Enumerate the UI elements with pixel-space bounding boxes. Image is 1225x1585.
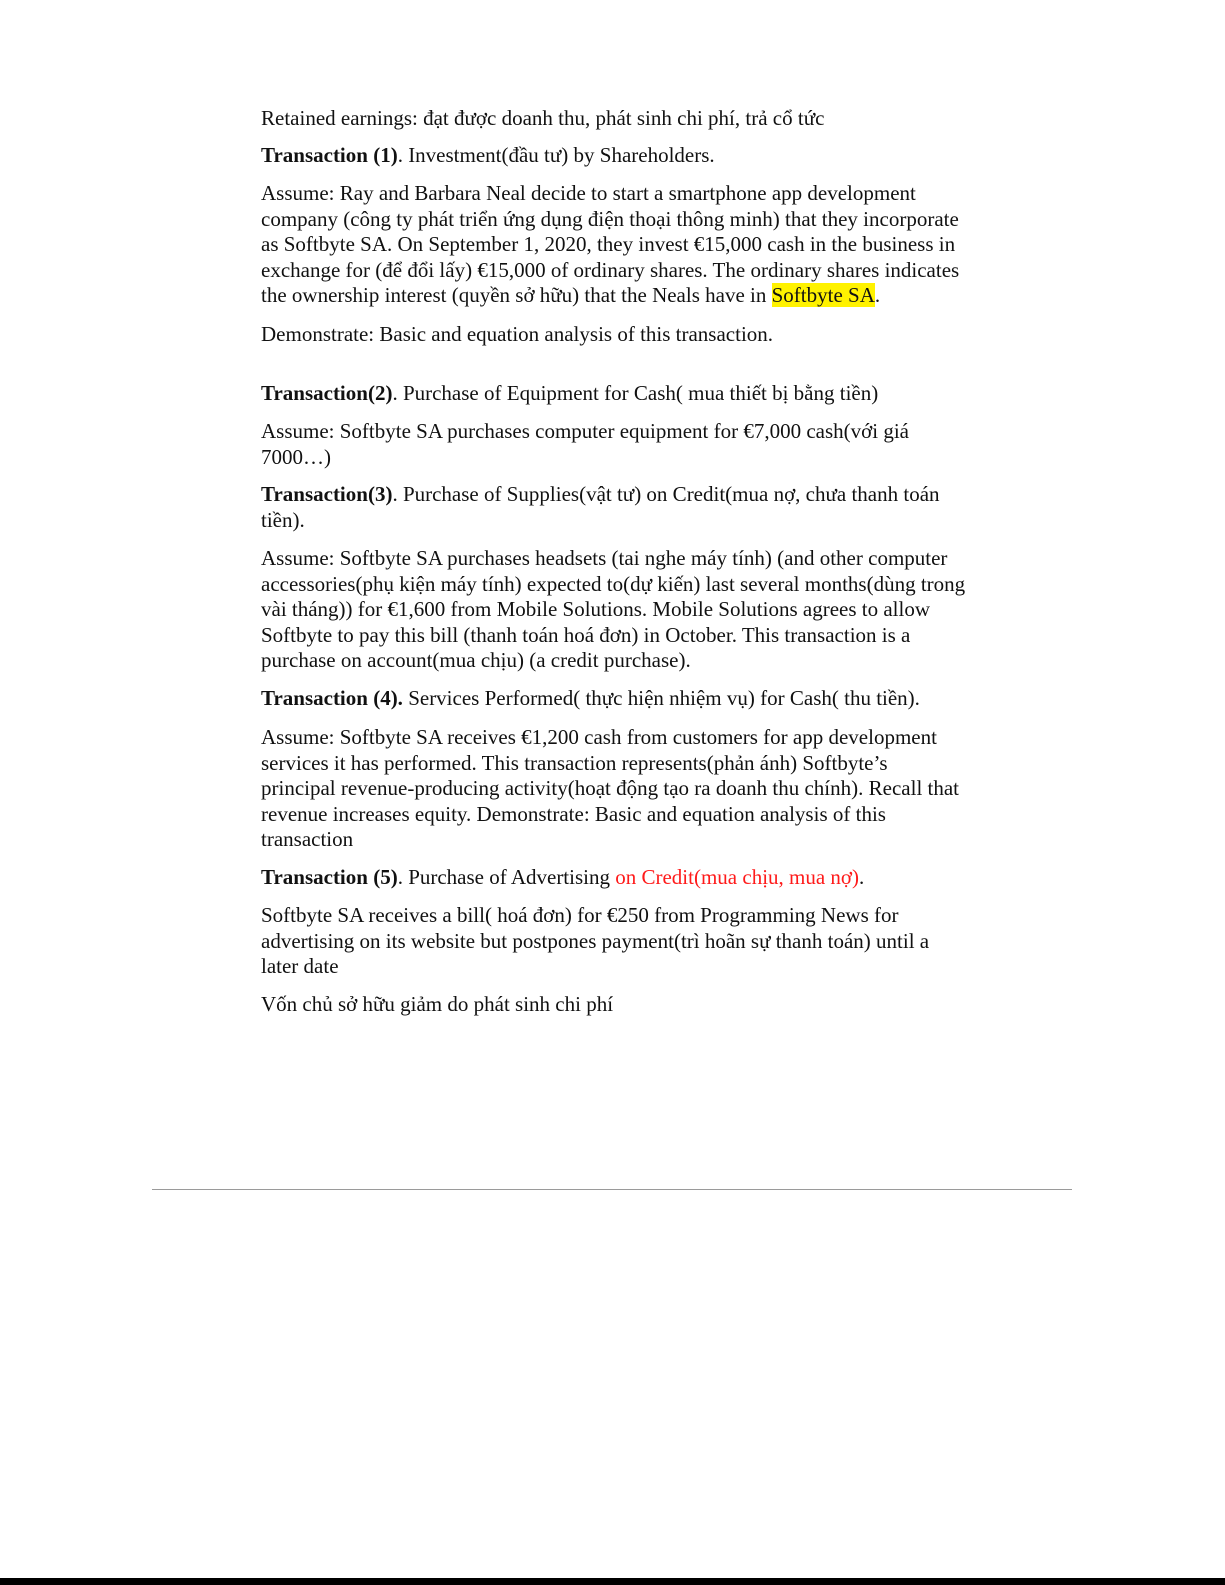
bottom-edge-bar xyxy=(0,1578,1225,1585)
transaction-1-label: Transaction (1) xyxy=(261,143,398,167)
transaction-2-assumption: Assume: Softbyte SA purchases computer equipment for €7,000 cash(với giá 7000…) xyxy=(261,419,909,469)
transaction-1-heading xyxy=(261,143,966,169)
transaction-3-heading xyxy=(261,482,966,533)
transaction-2-heading xyxy=(261,381,966,407)
transaction-5-text: Softbyte SA receives a bill( hoá đơn) for €250 from Programming News for advertising on its website but postpones payment(trì hoãn sự thanh toán) until a later date xyxy=(261,903,930,978)
transaction-2-label: Transaction(2) xyxy=(261,381,393,405)
transaction-5-heading-end: . xyxy=(859,865,865,889)
transaction-5-label: Transaction (5) xyxy=(261,865,398,889)
transaction-4-title: Services Performed( thực hiện nhiệm vụ) for Cash( thu tiền). xyxy=(402,686,920,710)
transaction-3-title: . Purchase of Supplies(vật tư) on Credit(mua nợ, chưa thanh toán tiền). xyxy=(261,482,940,532)
on-credit-red-text: on Credit(mua chịu, mua nợ) xyxy=(615,865,860,889)
transaction-5-heading xyxy=(261,865,966,891)
transaction-3-assumption: Assume: Softbyte SA purchases headsets (tai nghe máy tính) (and other computer accessories(phụ kiện máy tính) expected to(dự kiến) last several months(dùng trong vài tháng)) for €1,600 from Mobile Solutions. Mobile Solutions agrees to allow Softbyte to pay this bill (thanh toán hoá đơn) in October. This transaction is a purchase on account(mua chịu) (a credit purchase). xyxy=(261,546,966,672)
transaction-1-assumption xyxy=(261,181,966,309)
highlighted-company-name: Softbyte SA xyxy=(771,283,875,307)
transaction-4-label: Transaction (4). xyxy=(261,686,403,710)
transaction-1-assumption-end: . xyxy=(874,283,881,307)
transaction-5-title: . Purchase of Advertising xyxy=(397,865,616,889)
retained-earnings-line: Retained earnings: đạt được doanh thu, phát sinh chi phí, trả cổ tức xyxy=(261,106,825,130)
transaction-4-assumption: Assume: Softbyte SA receives €1,200 cash from customers for app development services it has performed. This transaction represents(phản ánh) Softbyte’s principal revenue-producing activity(hoạt động tạo ra doanh thu chính). Recall that revenue increases equity. Demonstrate: Basic and equation analysis of this transaction xyxy=(261,725,960,851)
transaction-2-title: . Purchase of Equipment for Cash( mua thiết bị bằng tiền) xyxy=(392,381,879,405)
transaction-1-title: . Investment(đầu tư) by Shareholders. xyxy=(397,143,715,167)
equity-decrease-note: Vốn chủ sở hữu giảm do phát sinh chi phí xyxy=(261,992,614,1016)
transaction-3-label: Transaction(3) xyxy=(261,482,393,506)
page-divider xyxy=(152,1189,1072,1190)
transaction-1-demonstrate: Demonstrate: Basic and equation analysis of this transaction. xyxy=(261,322,774,346)
transaction-4-heading xyxy=(261,686,966,712)
transaction-1-assumption-text: Assume: Ray and Barbara Neal decide to start a smartphone app development company (công ty phát triển ứng dụng điện thoại thông minh) that they incorporate as Softbyte SA. On September 1, 2020, they invest €15,000 cash in the business in exchange for (để đổi lấy) €15,000 of ordinary shares. The ordinary shares indicates the ownership interest (quyền sở hữu) that the Neals have in xyxy=(261,181,960,307)
